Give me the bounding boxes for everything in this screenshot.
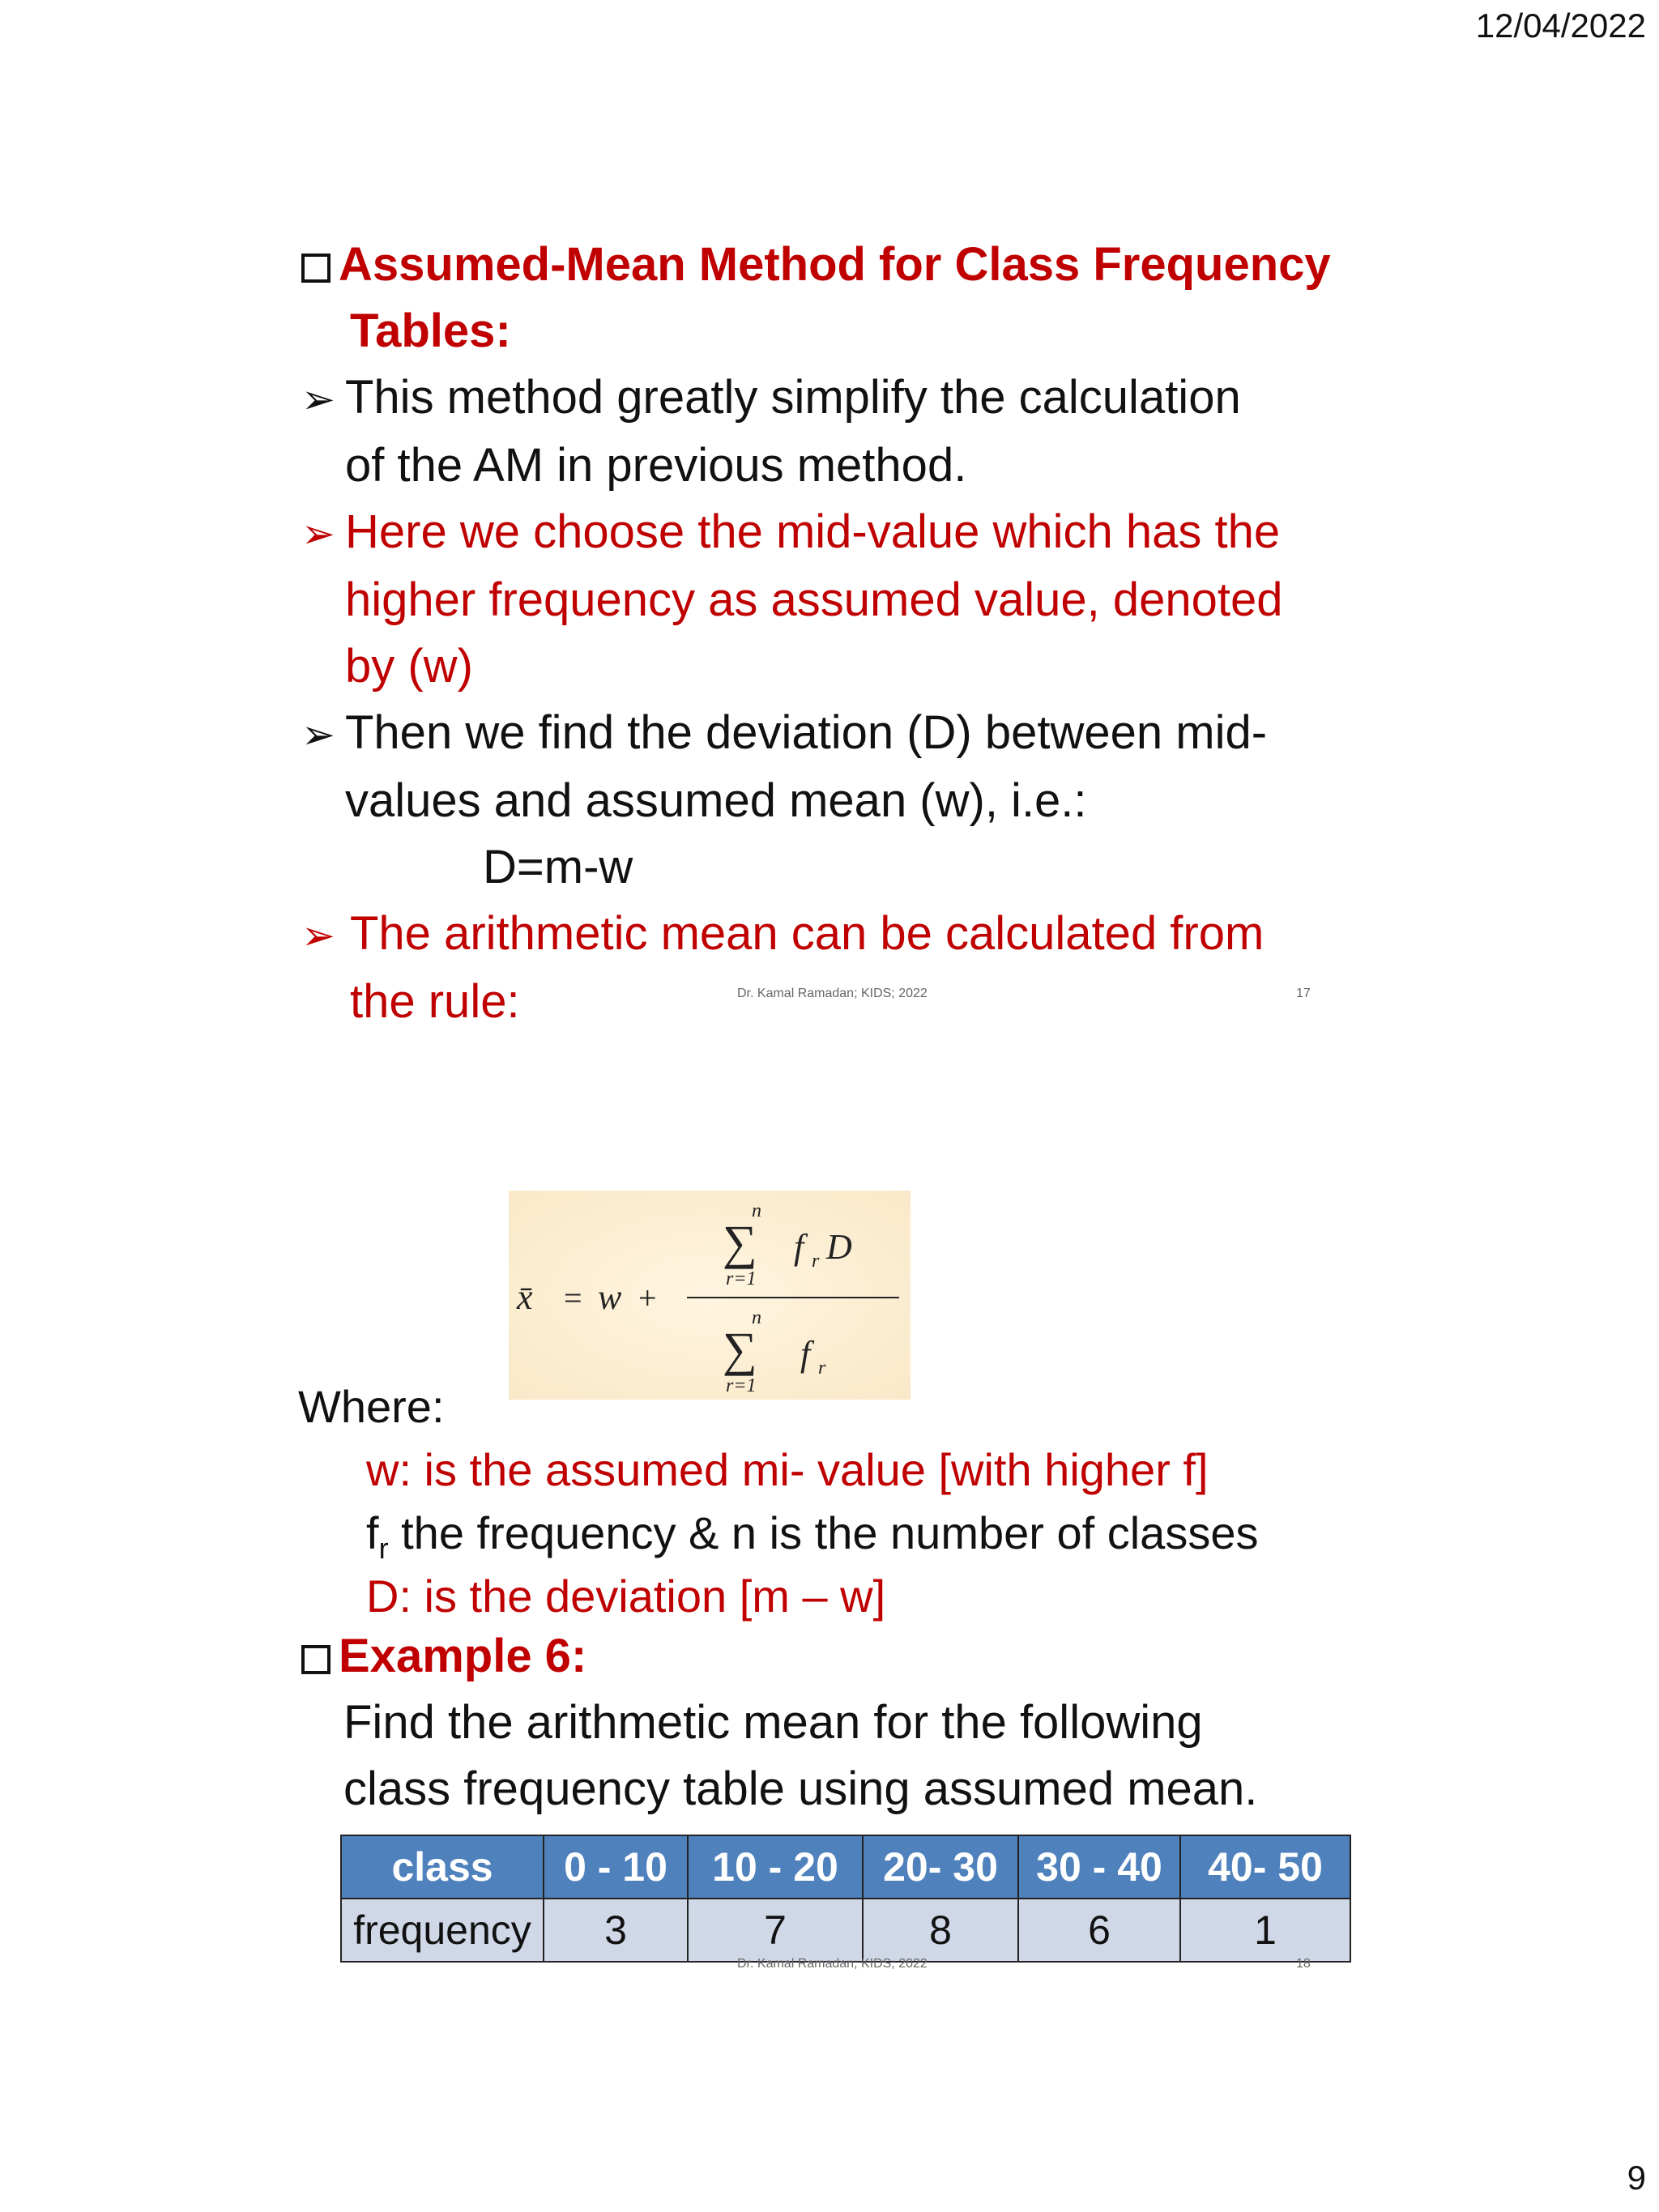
heading-line-2: Tables: bbox=[350, 305, 511, 357]
formula-w: w bbox=[598, 1277, 622, 1317]
slide-17-footer-author: Dr. Kamal Ramadan; KIDS; 2022 bbox=[737, 987, 928, 1000]
example-6-heading: Example 6: bbox=[301, 1623, 586, 1690]
deviation-formula: D=m-w bbox=[483, 841, 633, 893]
arrow-bullet-icon: ➢ bbox=[301, 913, 335, 958]
table-header-cell: 0 - 10 bbox=[544, 1835, 688, 1899]
arrow-bullet-icon: ➢ bbox=[301, 377, 335, 422]
table-header-cell: 30 - 40 bbox=[1018, 1835, 1180, 1899]
bullet-3: ➢ Then we find the deviation (D) between mid- bbox=[301, 700, 1435, 768]
arrow-bullet-icon: ➢ bbox=[301, 712, 335, 757]
bullet-4-line-2: the rule: bbox=[350, 975, 520, 1028]
table-header-row bbox=[341, 1835, 1350, 1899]
page-date: 12/04/2022 bbox=[1475, 6, 1646, 45]
numerator-D: D bbox=[826, 1227, 852, 1267]
bullet-1-line-2: of the AM in previous method. bbox=[345, 439, 967, 492]
slide-18-footer-author: Dr. Kamal Ramadan; KIDS; 2022 bbox=[737, 1957, 928, 1971]
f-definition: $f_r$ the frequency & n is the number of classes bbox=[366, 1507, 1259, 1566]
table-cell: 3 bbox=[544, 1899, 688, 1962]
table-cell: 7 bbox=[688, 1899, 863, 1962]
denominator-lower-limit: r=1 bbox=[726, 1375, 757, 1396]
w-definition: w: is the assumed mi- value [with higher f] bbox=[366, 1444, 1209, 1495]
table-header-cell: 20- 30 bbox=[863, 1835, 1018, 1899]
page-number: 9 bbox=[1627, 2159, 1646, 2197]
bullet-1: ➢ This method greatly simplify the calculation bbox=[301, 364, 1435, 433]
bullet-3-line-2: values and assumed mean (w), i.e.: bbox=[345, 774, 1087, 827]
bullet-2: ➢ Here we choose the mid-value which has the bbox=[301, 499, 1435, 567]
bullet-2-line-3: by (w) bbox=[345, 640, 473, 693]
formula-svg bbox=[509, 1191, 911, 1400]
bullet-4: ➢ The arithmetic mean can be calculated from bbox=[301, 901, 1435, 969]
table-cell: frequency bbox=[341, 1899, 544, 1962]
denominator-r-sub: r bbox=[818, 1357, 826, 1379]
numerator-upper-limit: n bbox=[752, 1200, 761, 1221]
slide-18-footer-number: 18 bbox=[1296, 1957, 1311, 1971]
checkbox-square-icon bbox=[301, 254, 331, 283]
example-text-line-1: Find the arithmetic mean for the following bbox=[343, 1696, 1203, 1749]
numerator-sum-sign: ∑ bbox=[723, 1216, 757, 1269]
checkbox-square-icon bbox=[301, 1645, 331, 1674]
arrow-bullet-icon: ➢ bbox=[301, 511, 335, 556]
denominator-f: f bbox=[800, 1334, 811, 1374]
denominator-sum-sign: ∑ bbox=[723, 1323, 757, 1376]
heading-assumed-mean: Assumed-Mean Method for Class Frequency bbox=[301, 232, 1435, 298]
table-header-cell: 10 - 20 bbox=[688, 1835, 863, 1899]
d-definition: D: is the deviation [m – w] bbox=[366, 1571, 886, 1622]
numerator-f: f bbox=[794, 1227, 804, 1267]
bullet-2-line-2: higher frequency as assumed value, denoted bbox=[345, 573, 1283, 626]
formula-xbar: x̄ bbox=[517, 1277, 533, 1317]
table-header-cell: 40- 50 bbox=[1180, 1835, 1350, 1899]
slide-17 bbox=[301, 232, 1435, 1035]
denominator-upper-limit: n bbox=[752, 1307, 761, 1328]
formula-plus: + bbox=[638, 1280, 657, 1316]
table-header-cell: class bbox=[341, 1835, 544, 1899]
class-frequency-table bbox=[340, 1835, 1351, 1963]
where-label: Where: bbox=[298, 1381, 445, 1432]
slide-17-footer-number: 17 bbox=[1296, 987, 1311, 1000]
arithmetic-mean-formula bbox=[509, 1191, 911, 1400]
table-row bbox=[341, 1899, 1350, 1962]
example-text-line-2: class frequency table using assumed mean. bbox=[343, 1762, 1258, 1815]
numerator-lower-limit: r=1 bbox=[726, 1268, 757, 1289]
numerator-r-sub: r bbox=[812, 1251, 820, 1272]
table-cell: 1 bbox=[1180, 1899, 1350, 1962]
formula-equals: = bbox=[564, 1280, 582, 1316]
table-cell: 8 bbox=[863, 1899, 1018, 1962]
table-cell: 6 bbox=[1018, 1899, 1180, 1962]
